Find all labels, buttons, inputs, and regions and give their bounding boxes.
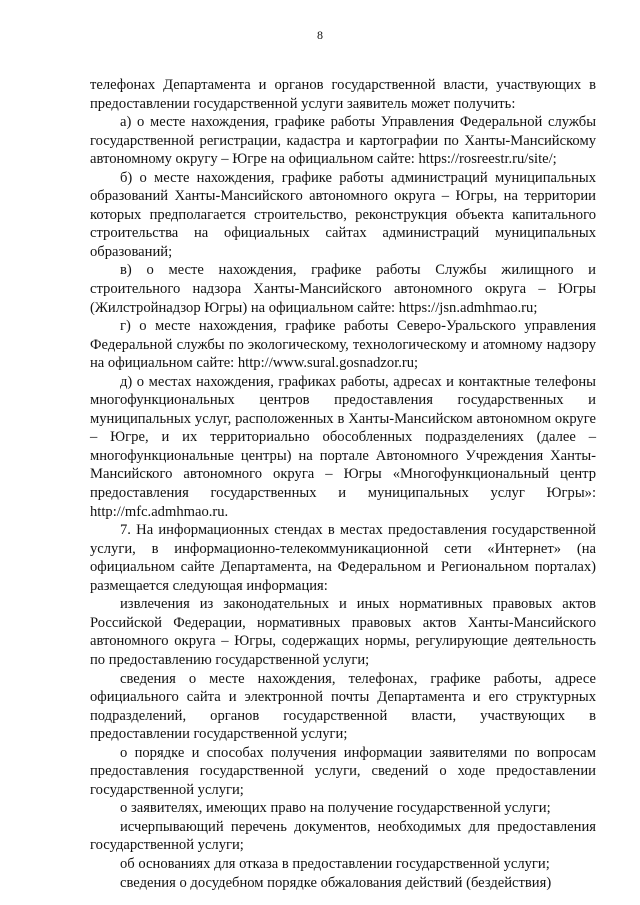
paragraph-applicants: о заявителях, имеющих право на получение государственной услуги; — [120, 800, 551, 817]
paragraph-continuation: телефонах Департамента и органов государственной власти, участвующих в предоставлении государственной услуги заявитель может получить: — [90, 77, 596, 112]
paragraph-extracts: извлечения из законодательных и иных нормативных правовых актов Российской Федерации, нормативных правовых актов Ханты-Мансийского автономного округа – Югры, содержащих нормы, регулирующие деятельность по предоставлению государственной услуги; — [90, 596, 596, 668]
paragraph-section-7: 7. На информационных стендах в местах предоставления государственной услуги, в информационно-телекоммуникационной сети «Интернет» (на официальном сайте Департамента, на Федеральном и Региональном порталах) размещается следующая информация: — [90, 522, 596, 594]
page-number: 8 — [317, 28, 323, 42]
paragraph-procedure: о порядке и способах получения информации заявителями по вопросам предоставления государственной услуги, сведений о ходе предоставлении государственной услуги; — [90, 744, 596, 798]
paragraph-item-d: д) о местах нахождения, графиках работы, адресах и контактные телефоны многофункциональных центров предоставления государственных и муниципальных услуг, расположенных в Ханты-Мансийском автономном округе – Югре, и их территориально обособленных подразделениях (далее – многофункциональные центры) на портале Автономного Учреждения Ханты-Мансийского автономного округа – Югры «Многофункциональный центр предоставления государственных и муниципальных услуг Югры»: http://mfc.admhmao.ru. — [90, 373, 596, 520]
paragraph-item-g: г) о месте нахождения, графике работы Северо-Уральского управления Федеральной службы по экологическому, технологическому и атомному надзору на официальном сайте: http://www.sural.gosnadzor.ru; — [90, 318, 596, 372]
paragraph-item-v: в) о месте нахождения, графике работы Службы жилищного и строительного надзора Ханты-Мансийского автономного округа – Югры (Жилстройнадзор Югры) на официальном сайте: https://jsn.admhmao.ru; — [90, 262, 596, 316]
document-body — [90, 76, 596, 892]
paragraph-appeal-procedure: сведения о досудебном порядке обжалования действий (бездействия) — [120, 874, 552, 891]
paragraph-refusal-grounds: об основаниях для отказа в предоставлении государственной услуги; — [120, 855, 550, 872]
paragraph-documents-list: исчерпывающий перечень документов, необходимых для предоставления государственной услуги; — [90, 818, 596, 854]
paragraph-item-b: б) о месте нахождения, графике работы администраций муниципальных образований Ханты-Мансийского автономного округа – Югры, на территории которых предполагается строительство, реконструкция объекта капитального строительства на официальных сайтах администраций муниципальных образований; — [90, 169, 596, 260]
paragraph-item-a: а) о месте нахождения, графике работы Управления Федеральной службы государственной регистрации, кадастра и картографии по Ханты-Мансийскому автономному округу – Югре на официальном сайте: https://rosreestr.ru/site/; — [90, 114, 596, 168]
paragraph-location-info: сведения о месте нахождения, телефонах, графике работы, адресе официального сайта и электронной почты Департамента и его структурных подразделений, органов государственной власти, участвующих в предоставлении государственной услуги; — [90, 670, 596, 743]
